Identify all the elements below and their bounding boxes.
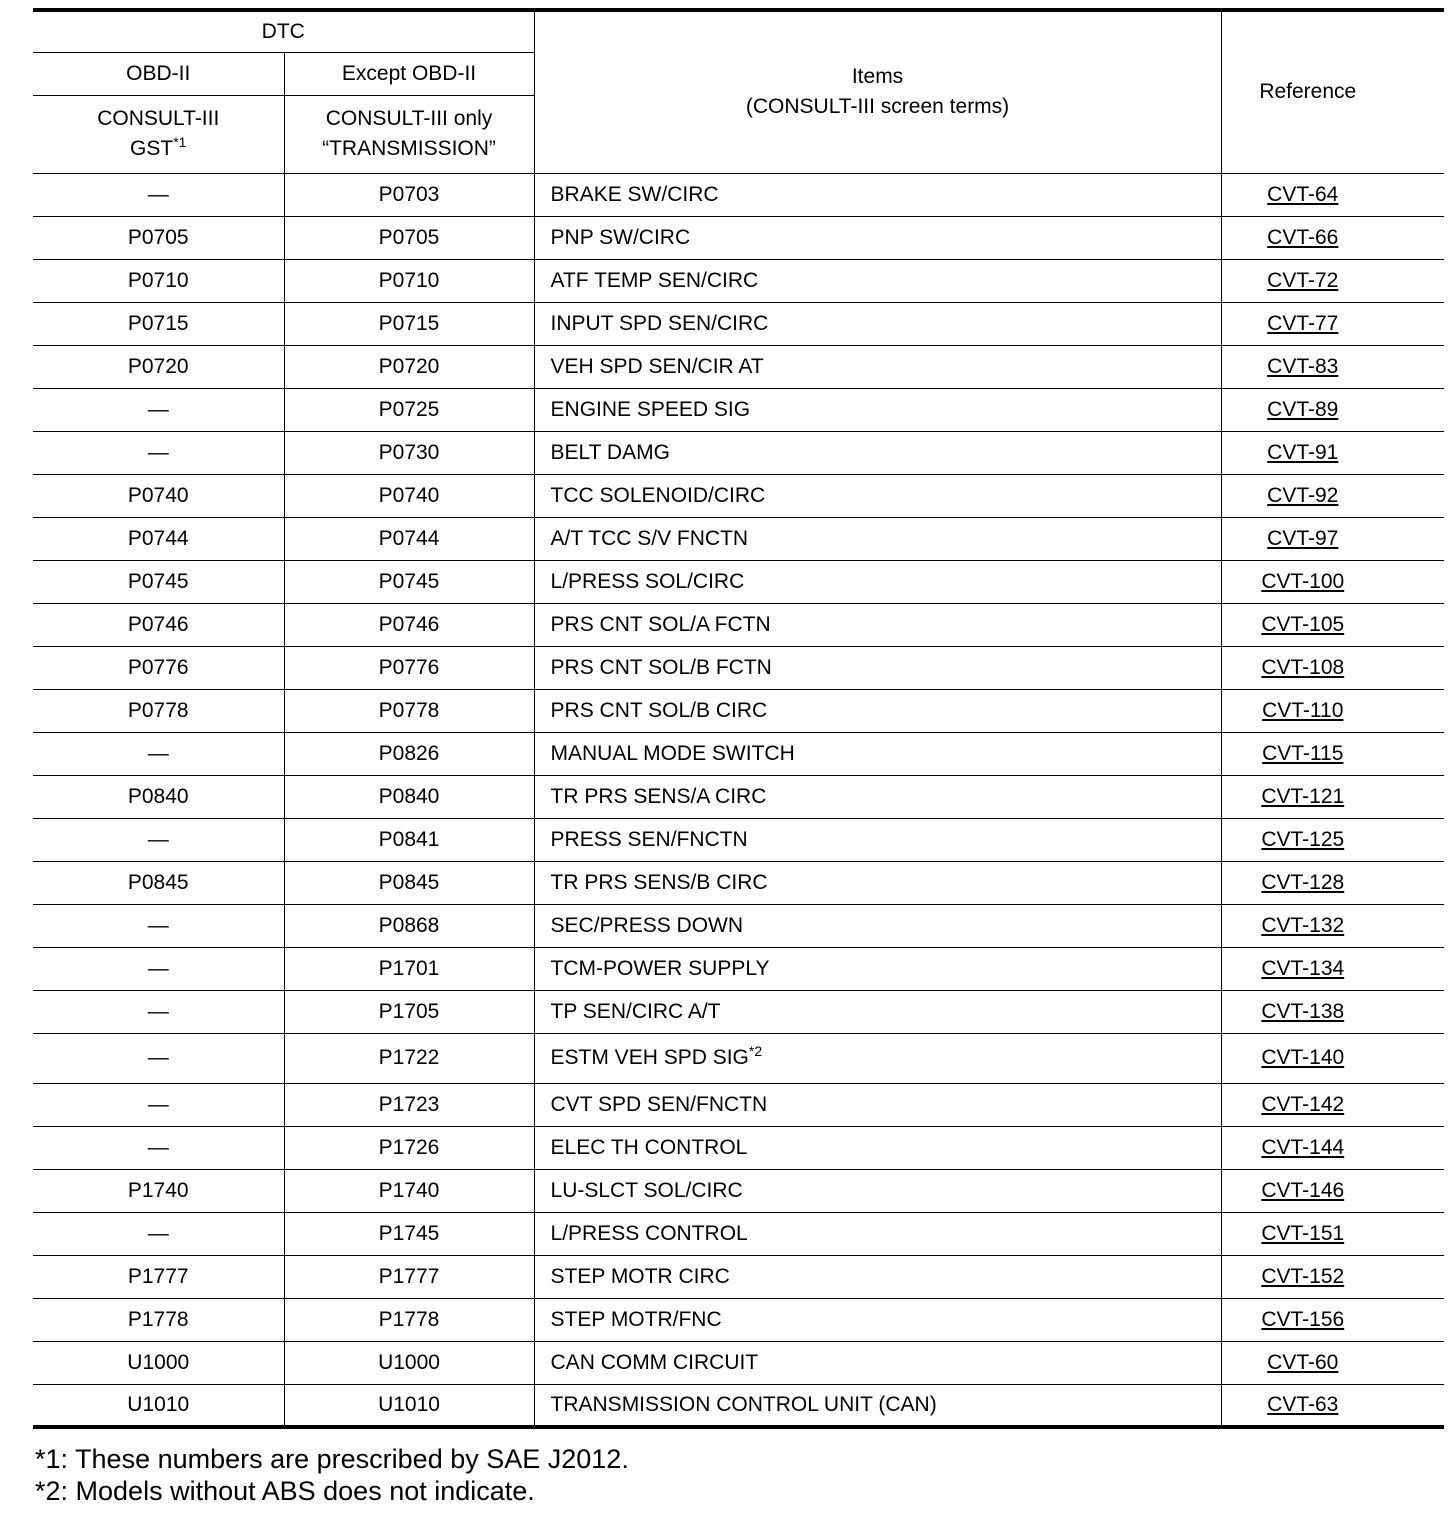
- obd-code-cell: —: [33, 732, 284, 775]
- item-cell: [534, 216, 1221, 259]
- item-cell: [534, 904, 1221, 947]
- reference-link[interactable]: CVT-146: [1261, 1178, 1345, 1202]
- consult-code-cell: P1777: [284, 1255, 534, 1298]
- table-row: [33, 947, 1444, 990]
- consult-code-cell: P0868: [284, 904, 534, 947]
- item-text: TCM-POWER SUPPLY: [550, 956, 770, 980]
- consult-code-cell: P0730: [284, 431, 534, 474]
- consult-code-cell: P1740: [284, 1169, 534, 1212]
- item-text: CVT SPD SEN/FNCTN: [550, 1092, 768, 1116]
- items-header-title: Items: [851, 65, 904, 89]
- item-cell: [534, 259, 1221, 302]
- consult-code-cell: P1723: [284, 1083, 534, 1126]
- reference-link[interactable]: CVT-132: [1261, 913, 1345, 937]
- table-body: [33, 173, 1444, 1427]
- consult-code-cell: P1745: [284, 1212, 534, 1255]
- reference-link[interactable]: CVT-128: [1261, 870, 1345, 894]
- item-cell: [534, 474, 1221, 517]
- item-cell: [534, 861, 1221, 904]
- table-row: [33, 1212, 1444, 1255]
- footnote-1: *1: These numbers are prescribed by SAE J2012.: [35, 1444, 629, 1474]
- reference-cell: [1221, 474, 1444, 517]
- reference-link[interactable]: CVT-60: [1267, 1350, 1339, 1374]
- item-cell: [534, 732, 1221, 775]
- reference-link[interactable]: CVT-134: [1261, 956, 1345, 980]
- obd-code-cell: P0840: [33, 775, 284, 818]
- reference-cell: [1221, 861, 1444, 904]
- obd-code-cell: —: [33, 904, 284, 947]
- item-text: TR PRS SENS/B CIRC: [550, 870, 768, 894]
- item-cell: [534, 560, 1221, 603]
- consult-code-cell: P0778: [284, 689, 534, 732]
- reference-cell: [1221, 1212, 1444, 1255]
- table-row: [33, 1169, 1444, 1212]
- table-row: [33, 216, 1444, 259]
- item-text: TCC SOLENOID/CIRC: [550, 483, 766, 507]
- obd-code-cell: P0845: [33, 861, 284, 904]
- item-cell: [534, 1255, 1221, 1298]
- reference-cell: [1221, 431, 1444, 474]
- obd-code-cell: —: [33, 431, 284, 474]
- reference-link[interactable]: CVT-108: [1261, 655, 1345, 679]
- reference-link[interactable]: CVT-97: [1267, 526, 1339, 550]
- consult-code-cell: P0826: [284, 732, 534, 775]
- reference-link[interactable]: CVT-89: [1267, 397, 1339, 421]
- item-cell: [534, 1083, 1221, 1126]
- obd-code-cell: —: [33, 1033, 284, 1083]
- obd-code-cell: P0720: [33, 345, 284, 388]
- reference-cell: [1221, 517, 1444, 560]
- reference-cell: [1221, 560, 1444, 603]
- item-text: MANUAL MODE SWITCH: [550, 741, 795, 765]
- item-cell: [534, 517, 1221, 560]
- reference-header-label: Reference: [1259, 80, 1357, 104]
- reference-link[interactable]: CVT-72: [1267, 268, 1339, 292]
- item-text: L/PRESS SOL/CIRC: [550, 569, 745, 593]
- footnote-marker: *1: [173, 134, 187, 150]
- item-cell: [534, 947, 1221, 990]
- reference-link[interactable]: CVT-115: [1262, 741, 1344, 765]
- reference-link[interactable]: CVT-91: [1267, 440, 1339, 464]
- reference-cell: [1221, 732, 1444, 775]
- table-row: [33, 904, 1444, 947]
- consult-gst-line1: CONSULT-III: [97, 107, 220, 130]
- reference-link[interactable]: CVT-151: [1261, 1221, 1345, 1245]
- item-text: TRANSMISSION CONTROL UNIT (CAN): [550, 1392, 937, 1416]
- table-row: [33, 990, 1444, 1033]
- obd-code-cell: —: [33, 947, 284, 990]
- item-text: INPUT SPD SEN/CIRC: [550, 311, 769, 335]
- consult-code-cell: P0745: [284, 560, 534, 603]
- table-row: [33, 474, 1444, 517]
- obd-code-cell: P0710: [33, 259, 284, 302]
- table-row: [33, 646, 1444, 689]
- item-text: ELEC TH CONTROL: [550, 1135, 748, 1159]
- item-text: LU-SLCT SOL/CIRC: [550, 1178, 743, 1202]
- reference-cell: [1221, 1298, 1444, 1341]
- item-cell: [534, 990, 1221, 1033]
- reference-cell: [1221, 818, 1444, 861]
- item-text: PRESS SEN/FNCTN: [550, 827, 748, 851]
- reference-cell: [1221, 1083, 1444, 1126]
- item-cell: [534, 775, 1221, 818]
- reference-link[interactable]: CVT-140: [1261, 1046, 1345, 1069]
- reference-link[interactable]: CVT-144: [1261, 1135, 1345, 1159]
- obd-code-cell: P0705: [33, 216, 284, 259]
- table-row: [33, 603, 1444, 646]
- dtc-document: [33, 8, 1444, 1507]
- obd-code-cell: P1740: [33, 1169, 284, 1212]
- table-row: [33, 861, 1444, 904]
- table-row: [33, 1341, 1444, 1384]
- reference-link[interactable]: CVT-152: [1261, 1264, 1345, 1288]
- obd-code-cell: P0715: [33, 302, 284, 345]
- table-row: [33, 560, 1444, 603]
- reference-link[interactable]: CVT-77: [1267, 311, 1339, 335]
- item-cell: [534, 1341, 1221, 1384]
- item-text: PRS CNT SOL/B CIRC: [550, 698, 768, 722]
- obd-code-cell: —: [33, 1126, 284, 1169]
- reference-link[interactable]: CVT-66: [1267, 225, 1339, 249]
- consult-only-header: [284, 95, 534, 173]
- consult-code-cell: P0746: [284, 603, 534, 646]
- consult-gst-line2: GST: [130, 137, 174, 160]
- reference-cell: [1221, 646, 1444, 689]
- reference-cell: [1221, 990, 1444, 1033]
- reference-link[interactable]: CVT-156: [1261, 1307, 1345, 1331]
- reference-link[interactable]: CVT-121: [1261, 784, 1345, 808]
- consult-code-cell: P0840: [284, 775, 534, 818]
- reference-link[interactable]: CVT-83: [1267, 354, 1339, 378]
- item-cell: [534, 689, 1221, 732]
- consult-code-cell: P0705: [284, 216, 534, 259]
- item-text: TP SEN/CIRC A/T: [550, 999, 721, 1023]
- item-text: TR PRS SENS/A CIRC: [550, 784, 767, 808]
- obd-code-cell: P1778: [33, 1298, 284, 1341]
- obd-code-cell: U1010: [33, 1384, 284, 1427]
- obd-code-cell: P1777: [33, 1255, 284, 1298]
- item-cell: [534, 1298, 1221, 1341]
- obd-header: OBD-II: [33, 52, 284, 95]
- reference-cell: [1221, 345, 1444, 388]
- consult-only-line1: CONSULT-III only: [325, 107, 493, 130]
- consult-gst-header: [33, 95, 284, 173]
- table-row: [33, 1298, 1444, 1341]
- obd-code-cell: —: [33, 1083, 284, 1126]
- reference-cell: [1221, 1033, 1444, 1083]
- obd-code-cell: —: [33, 1212, 284, 1255]
- table-row: [33, 388, 1444, 431]
- items-header-subtitle: (CONSULT-III screen terms): [745, 95, 1010, 119]
- consult-code-cell: P0710: [284, 259, 534, 302]
- reference-cell: [1221, 689, 1444, 732]
- except-obd-header: Except OBD-II: [284, 52, 534, 95]
- item-text: VEH SPD SEN/CIR AT: [550, 354, 764, 378]
- table-header: [33, 10, 1444, 173]
- item-cell: [534, 302, 1221, 345]
- reference-cell: [1221, 1169, 1444, 1212]
- obd-code-cell: —: [33, 990, 284, 1033]
- item-text: STEP MOTR CIRC: [550, 1264, 730, 1288]
- footnotes: [33, 1443, 1444, 1507]
- table-row: [33, 259, 1444, 302]
- item-cell: [534, 388, 1221, 431]
- reference-link[interactable]: CVT-125: [1261, 827, 1345, 851]
- consult-code-cell: P0715: [284, 302, 534, 345]
- reference-link[interactable]: CVT-105: [1261, 612, 1345, 636]
- item-cell: [534, 1169, 1221, 1212]
- item-cell: [534, 1033, 1221, 1083]
- table-row: [33, 173, 1444, 216]
- reference-header: [1221, 10, 1444, 173]
- item-cell: [534, 1126, 1221, 1169]
- reference-link[interactable]: CVT-64: [1267, 182, 1339, 206]
- obd-code-cell: P0776: [33, 646, 284, 689]
- consult-code-cell: P0744: [284, 517, 534, 560]
- item-text: PRS CNT SOL/A FCTN: [550, 612, 771, 636]
- reference-cell: [1221, 388, 1444, 431]
- item-text: BELT DAMG: [550, 440, 670, 464]
- obd-code-cell: P0746: [33, 603, 284, 646]
- item-text: A/T TCC S/V FNCTN: [550, 526, 749, 550]
- item-text: PNP SW/CIRC: [550, 225, 691, 249]
- table-row: [33, 1083, 1444, 1126]
- consult-code-cell: P0776: [284, 646, 534, 689]
- items-header: [534, 10, 1221, 173]
- consult-code-cell: P0725: [284, 388, 534, 431]
- reference-cell: [1221, 1341, 1444, 1384]
- consult-code-cell: U1010: [284, 1384, 534, 1427]
- item-cell: [534, 1384, 1221, 1427]
- table-row: [33, 818, 1444, 861]
- consult-code-cell: P0841: [284, 818, 534, 861]
- item-text: L/PRESS CONTROL: [550, 1221, 748, 1245]
- consult-code-cell: P1726: [284, 1126, 534, 1169]
- item-cell: [534, 1212, 1221, 1255]
- item-cell: [534, 603, 1221, 646]
- reference-link[interactable]: CVT-63: [1267, 1392, 1339, 1416]
- table-row: [33, 517, 1444, 560]
- reference-link[interactable]: CVT-110: [1262, 698, 1344, 722]
- reference-cell: [1221, 904, 1444, 947]
- consult-code-cell: P0720: [284, 345, 534, 388]
- table-row: [33, 1033, 1444, 1083]
- reference-link[interactable]: CVT-142: [1261, 1092, 1345, 1116]
- footnote-marker: *2: [748, 1043, 763, 1059]
- reference-link[interactable]: CVT-92: [1267, 483, 1339, 507]
- table-row: [33, 1126, 1444, 1169]
- reference-cell: [1221, 259, 1444, 302]
- consult-only-line2: “TRANSMISSION”: [322, 137, 496, 160]
- item-text: STEP MOTR/FNC: [550, 1307, 722, 1331]
- table-row: [33, 732, 1444, 775]
- reference-cell: [1221, 947, 1444, 990]
- obd-code-cell: —: [33, 818, 284, 861]
- consult-code-cell: P1705: [284, 990, 534, 1033]
- obd-code-cell: P0744: [33, 517, 284, 560]
- table-row: [33, 431, 1444, 474]
- consult-code-cell: P1778: [284, 1298, 534, 1341]
- obd-code-cell: P0740: [33, 474, 284, 517]
- consult-code-cell: P0740: [284, 474, 534, 517]
- item-text: ENGINE SPEED SIG: [550, 397, 751, 421]
- obd-code-cell: —: [33, 388, 284, 431]
- reference-cell: [1221, 302, 1444, 345]
- obd-code-cell: P0778: [33, 689, 284, 732]
- item-cell: [534, 345, 1221, 388]
- item-text: SEC/PRESS DOWN: [550, 913, 744, 937]
- reference-link[interactable]: CVT-138: [1261, 999, 1345, 1023]
- footnote-2: *2: Models without ABS does not indicate.: [35, 1476, 535, 1506]
- item-cell: [534, 431, 1221, 474]
- table-row: [33, 302, 1444, 345]
- item-text: ESTM VEH SPD SIG: [550, 1046, 749, 1069]
- reference-cell: [1221, 216, 1444, 259]
- reference-cell: [1221, 1126, 1444, 1169]
- item-text: BRAKE SW/CIRC: [550, 182, 719, 206]
- reference-cell: [1221, 1255, 1444, 1298]
- table-row: [33, 345, 1444, 388]
- consult-code-cell: U1000: [284, 1341, 534, 1384]
- obd-code-cell: P0745: [33, 560, 284, 603]
- obd-code-cell: —: [33, 173, 284, 216]
- consult-code-cell: P1722: [284, 1033, 534, 1083]
- consult-code-cell: P0845: [284, 861, 534, 904]
- item-text: ATF TEMP SEN/CIRC: [550, 268, 759, 292]
- table-row: [33, 1384, 1444, 1427]
- reference-cell: [1221, 1384, 1444, 1427]
- obd-code-cell: U1000: [33, 1341, 284, 1384]
- dtc-index-table: [33, 8, 1444, 1429]
- item-text: PRS CNT SOL/B FCTN: [550, 655, 772, 679]
- table-row: [33, 1255, 1444, 1298]
- table-row: [33, 689, 1444, 732]
- reference-cell: [1221, 173, 1444, 216]
- item-cell: [534, 818, 1221, 861]
- item-cell: [534, 173, 1221, 216]
- item-text: CAN COMM CIRCUIT: [550, 1350, 759, 1374]
- consult-code-cell: P1701: [284, 947, 534, 990]
- table-row: [33, 775, 1444, 818]
- dtc-header: DTC: [33, 10, 534, 52]
- reference-cell: [1221, 603, 1444, 646]
- consult-code-cell: P0703: [284, 173, 534, 216]
- item-cell: [534, 646, 1221, 689]
- reference-link[interactable]: CVT-100: [1261, 569, 1345, 593]
- reference-cell: [1221, 775, 1444, 818]
